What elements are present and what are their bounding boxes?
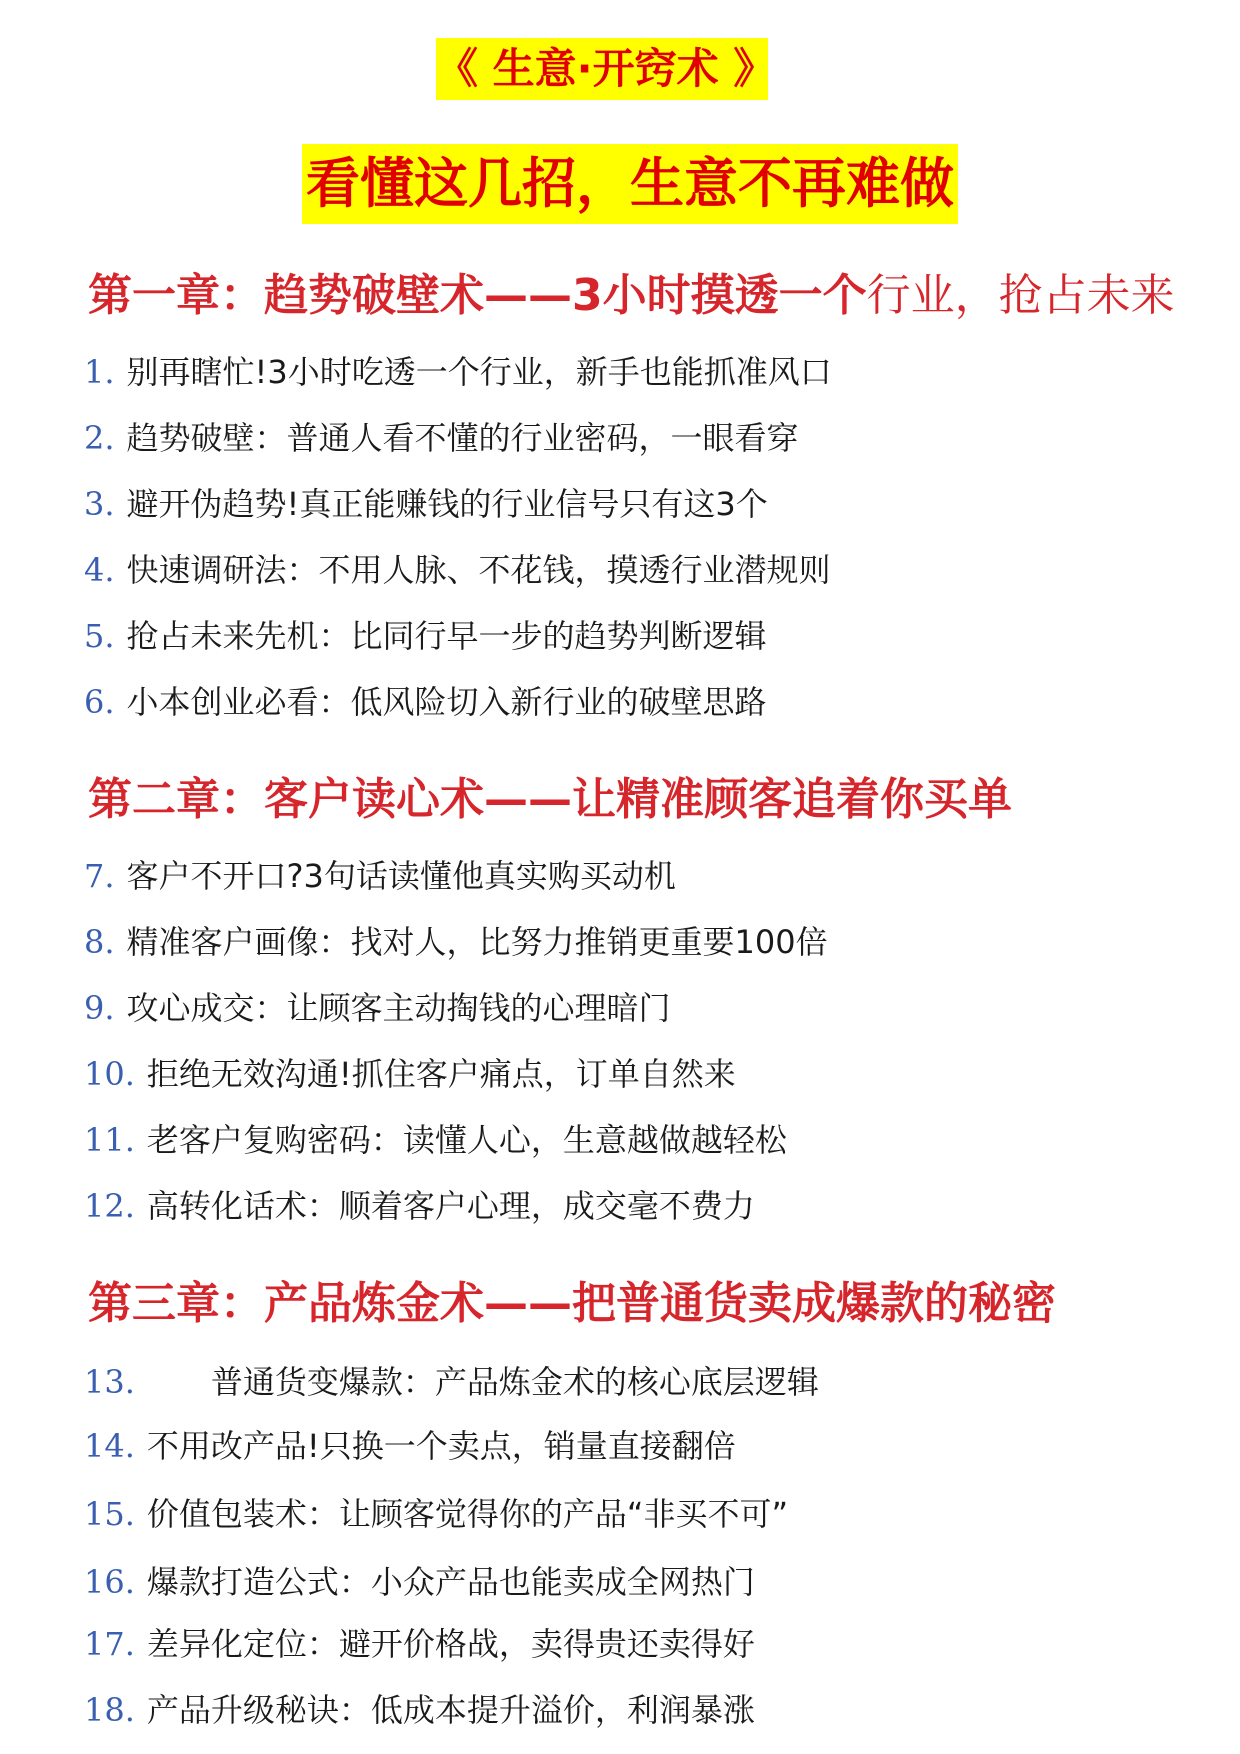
list-item xyxy=(84,1052,736,1096)
item-number: 6. xyxy=(84,683,115,721)
item-number: 3. xyxy=(84,485,115,523)
item-text: 价值包装术：让顾客觉得你的产品“非买不可” xyxy=(146,1495,789,1533)
item-number: 2. xyxy=(84,419,115,457)
item-text: 精准客户画像：找对人，比努力推销更重要100倍 xyxy=(126,923,828,961)
item-number: 14. xyxy=(84,1427,135,1465)
item-text: 爆款打造公式：小众产品也能卖成全网热门 xyxy=(146,1563,755,1601)
list-item xyxy=(84,986,671,1030)
item-number: 5. xyxy=(84,617,115,655)
chapter-1-title xyxy=(88,266,1175,326)
list-item xyxy=(84,614,767,658)
chapter-3-title xyxy=(88,1274,1056,1334)
list-item xyxy=(84,1424,736,1468)
item-number: 12. xyxy=(84,1187,135,1225)
item-text: 快速调研法：不用人脉、不花钱，摸透行业潜规则 xyxy=(126,551,831,589)
item-text: 小本创业必看：低风险切入新行业的破壁思路 xyxy=(126,683,767,721)
document-title: 《 生意·开窍术 》 xyxy=(436,38,768,100)
chapter-2-title-bold: 第二章：客户读心术——让精准顾客追着你买单 xyxy=(88,774,1012,825)
item-number: 9. xyxy=(84,989,115,1027)
list-item xyxy=(84,350,832,394)
list-item xyxy=(84,1622,755,1666)
item-number: 7. xyxy=(84,857,115,895)
item-number: 1. xyxy=(84,353,115,391)
list-item xyxy=(84,1360,819,1404)
item-text: 拒绝无效沟通!抓住客户痛点，订单自然来 xyxy=(146,1055,736,1093)
item-number: 10. xyxy=(84,1055,135,1093)
item-number: 16. xyxy=(84,1563,135,1601)
item-number: 17. xyxy=(84,1625,135,1663)
item-text: 攻心成交：让顾客主动掏钱的心理暗门 xyxy=(126,989,671,1027)
chapter-1-title-bold: 第一章：趋势破壁术——3小时摸透一个 xyxy=(88,270,867,321)
list-item xyxy=(84,1184,755,1228)
item-text: 普通货变爆款：产品炼金术的核心底层逻辑 xyxy=(210,1363,819,1401)
item-text: 趋势破壁：普通人看不懂的行业密码，一眼看穿 xyxy=(126,419,799,457)
list-item xyxy=(84,680,767,724)
item-text: 避开伪趋势!真正能赚钱的行业信号只有这3个 xyxy=(126,485,768,523)
list-item xyxy=(84,416,799,460)
chapter-3-title-bold: 第三章：产品炼金术——把普通货卖成爆款的秘密 xyxy=(88,1278,1056,1329)
list-item xyxy=(84,1560,755,1604)
item-text: 抢占未来先机：比同行早一步的趋势判断逻辑 xyxy=(126,617,767,655)
item-text: 高转化话术：顺着客户心理，成交毫不费力 xyxy=(146,1187,755,1225)
list-item xyxy=(84,1118,787,1162)
item-text: 不用改产品!只换一个卖点，销量直接翻倍 xyxy=(146,1427,736,1465)
item-number: 4. xyxy=(84,551,115,589)
list-item xyxy=(84,482,768,526)
document-subtitle: 看懂这几招，生意不再难做 xyxy=(302,144,958,224)
item-text: 别再瞎忙!3小时吃透一个行业，新手也能抓准风口 xyxy=(126,353,832,391)
chapter-2-title xyxy=(88,770,1012,830)
item-text: 客户不开口?3句话读懂他真实购买动机 xyxy=(126,857,676,895)
item-text: 产品升级秘诀：低成本提升溢价，利润暴涨 xyxy=(146,1691,755,1729)
item-text: 老客户复购密码：读懂人心，生意越做越轻松 xyxy=(146,1121,787,1159)
item-number: 15. xyxy=(84,1495,135,1533)
list-item xyxy=(84,1492,788,1536)
item-text: 差异化定位：避开价格战，卖得贵还卖得好 xyxy=(146,1625,755,1663)
chapter-1-title-light: 行业，抢占未来 xyxy=(866,270,1175,321)
item-number: 18. xyxy=(84,1691,135,1729)
list-item xyxy=(84,1688,755,1732)
item-number: 8. xyxy=(84,923,115,961)
list-item xyxy=(84,920,828,964)
item-number: 13. xyxy=(84,1363,135,1401)
list-item xyxy=(84,854,676,898)
item-number: 11. xyxy=(84,1121,135,1159)
list-item xyxy=(84,548,831,592)
